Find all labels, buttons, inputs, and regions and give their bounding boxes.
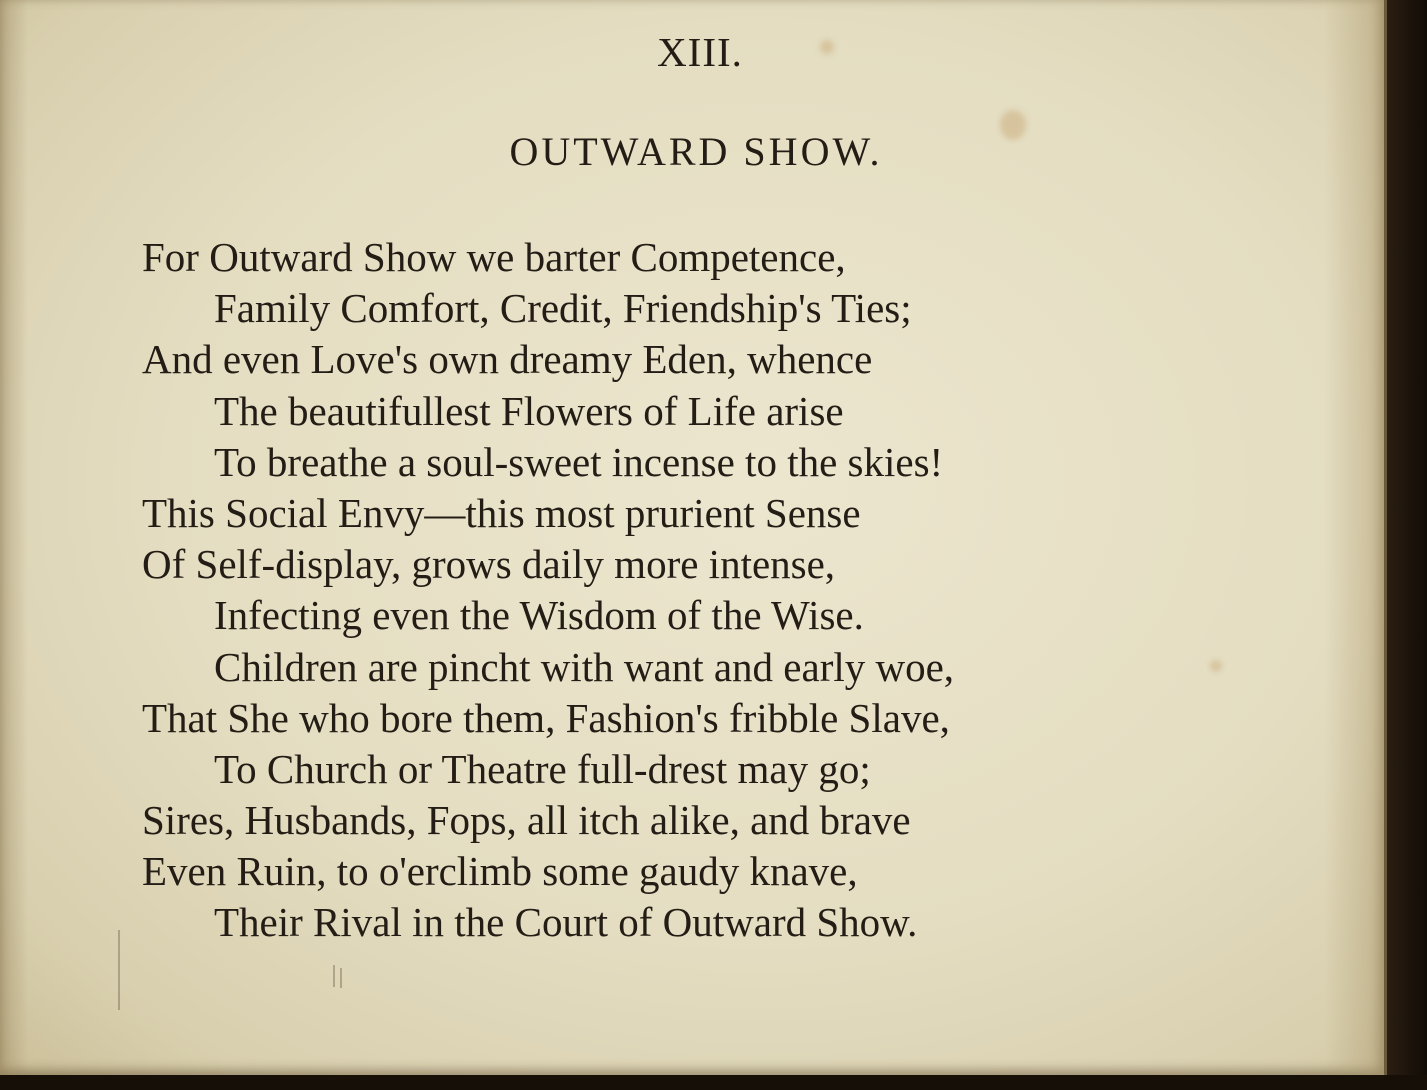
poem-line: Infecting even the Wisdom of the Wise. bbox=[214, 592, 864, 639]
poem-line: For Outward Show we barter Competence, bbox=[142, 234, 846, 280]
poem-line: Children are pincht with want and early woe, bbox=[214, 643, 955, 690]
poem-title: OUTWARD SHOW. bbox=[509, 129, 883, 174]
poem-line: This Social Envy—this most prurient Sense bbox=[142, 489, 861, 536]
poem-body bbox=[142, 232, 1192, 949]
poem-line: The beautifullest Flowers of Life arise bbox=[214, 387, 844, 434]
book-edge-shadow bbox=[1387, 0, 1427, 1090]
poem-line: To Church or Theatre full-drest may go; bbox=[214, 745, 871, 792]
poem-line: That She who bore them, Fashion's fribble Slave, bbox=[142, 694, 950, 741]
poem-line: Of Self-display, grows daily more intense, bbox=[142, 541, 836, 588]
poem-line: Family Comfort, Credit, Friendship's Ties; bbox=[214, 285, 912, 332]
book-bottom-shadow bbox=[0, 1075, 1427, 1090]
section-number: XIII. bbox=[657, 29, 743, 75]
poem-line: And even Love's own dreamy Eden, whence bbox=[142, 336, 873, 383]
poem-line: Even Ruin, to o'erclimb some gaudy knave, bbox=[142, 848, 858, 895]
poem-line: To breathe a soul-sweet incense to the skies! bbox=[214, 438, 944, 485]
poem-line: Their Rival in the Court of Outward Show. bbox=[214, 899, 918, 946]
poem-line: Sires, Husbands, Fops, all itch alike, and brave bbox=[142, 797, 911, 844]
